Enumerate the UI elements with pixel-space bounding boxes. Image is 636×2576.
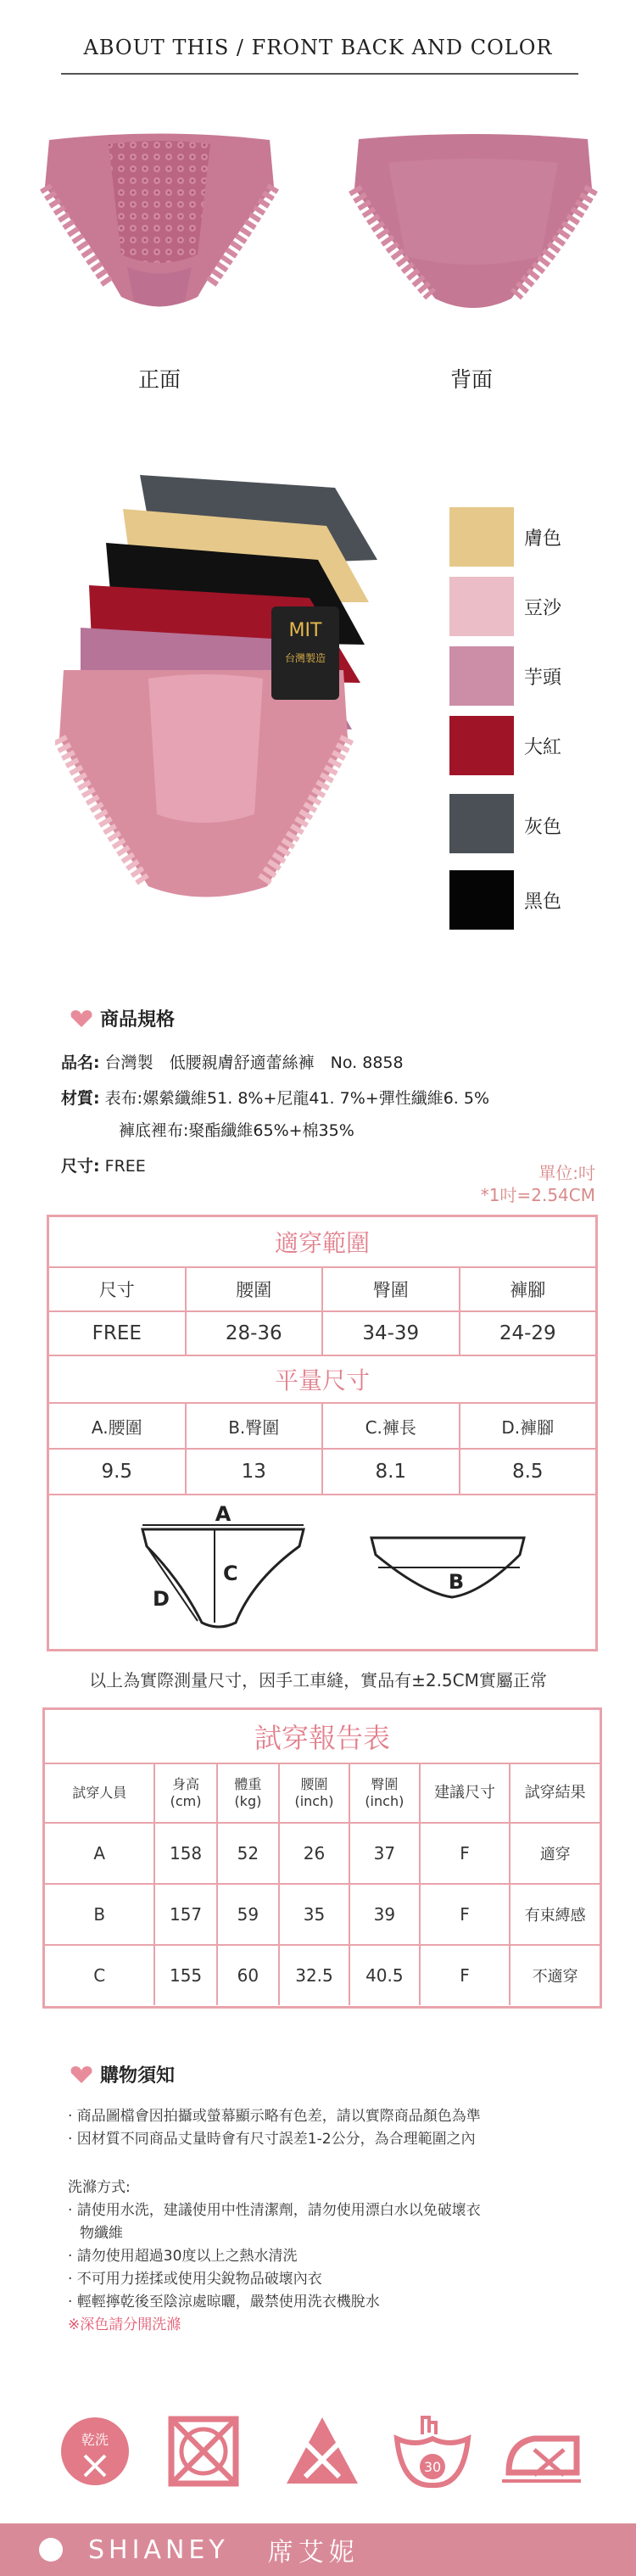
report-row-a <box>45 1822 600 1883</box>
notice-heading <box>70 2061 175 2087</box>
swatch-label-taro: 芋頭 <box>523 668 561 689</box>
spec-size <box>61 1154 146 1176</box>
report-header-waist-text: 腰圍 <box>300 1776 328 1792</box>
flat-header-a: A.腰圍 <box>91 1417 142 1438</box>
svg-text:台灣製造: 台灣製造 <box>284 652 326 664</box>
fit-header-waist: 腰圍 <box>185 1268 322 1310</box>
footer-brand: SHIANEY <box>88 2534 229 2565</box>
swatch-red[interactable] <box>449 716 514 775</box>
report-cell-size: F <box>419 1824 510 1883</box>
svg-text:30: 30 <box>423 2459 442 2475</box>
report-header-weight-text: 體重 <box>234 1776 262 1792</box>
swatch-label-red: 大紅 <box>523 737 561 758</box>
spec-name-key: 品名: <box>61 1053 100 1072</box>
report-header-waist-unit: (inch) <box>294 1793 334 1809</box>
diagram-label-b: B <box>448 1570 465 1594</box>
unit-conversion: *1吋=2.54CM <box>480 1185 595 1205</box>
report-cell-weight: 60 <box>216 1946 278 2005</box>
report-cell-waist: 26 <box>278 1824 349 1883</box>
fit-title: 適穿範圍 <box>274 1229 370 1257</box>
unit-inch: 單位:吋 <box>538 1163 595 1183</box>
wash-line-1: · 請使用水洗，建議使用中性清潔劑，請勿使用漂白水以免破壞衣 <box>68 2202 481 2219</box>
diagram-label-d: D <box>153 1587 170 1611</box>
brand-footer <box>0 2523 636 2576</box>
flat-header-b: B.臀圍 <box>185 1404 322 1448</box>
spec-name-value: 台灣製 低腰親膚舒適蕾絲褲 No. 8858 <box>104 1053 404 1072</box>
front-view-image <box>32 127 287 331</box>
unit-note <box>481 1162 595 1206</box>
specs-heading-text: 商品規格 <box>100 1009 176 1031</box>
report-cell-result: 不適穿 <box>509 1946 600 2005</box>
fit-value-waist: 28-36 <box>185 1312 322 1355</box>
fit-header-leg: 褲腳 <box>459 1268 596 1310</box>
specs-heading <box>70 1005 175 1031</box>
report-cell-hip: 39 <box>349 1885 419 1944</box>
flat-value-row <box>49 1448 595 1494</box>
report-cell-height: 158 <box>153 1824 215 1883</box>
wash-title: 洗滌方式: <box>68 2179 131 2196</box>
diagram-label-c: C <box>223 1562 238 1585</box>
dark-color-note: ※深色請分開洗滌 <box>68 2316 181 2333</box>
flat-title: 平量尺寸 <box>274 1366 370 1394</box>
swatch-gray[interactable] <box>449 794 514 853</box>
flat-header-d: D.褲腳 <box>459 1404 596 1448</box>
mit-badge <box>271 606 339 700</box>
fit-header-size: 尺寸 <box>98 1280 135 1300</box>
report-header-person: 試穿人員 <box>72 1785 127 1801</box>
wash-line-1b: 物纖維 <box>80 2225 123 2242</box>
fit-value-size: FREE <box>92 1322 142 1344</box>
spec-material-value: 表布:嫘縈纖維51. 8%+尼龍41. 7%+彈性纖維6. 5% <box>104 1089 490 1108</box>
report-header-height-unit: (cm) <box>170 1793 202 1809</box>
report-cell-result: 適穿 <box>509 1824 600 1883</box>
report-header-hip-text: 臀圍 <box>371 1776 399 1792</box>
no-dryclean-icon <box>53 2409 137 2494</box>
flat-title-row <box>49 1355 595 1402</box>
title-divider <box>61 73 578 75</box>
no-bleach-icon <box>280 2409 365 2494</box>
swatch-label-gray: 灰色 <box>523 817 561 838</box>
color-stack-image <box>55 458 420 916</box>
spec-material <box>61 1086 489 1109</box>
size-table <box>47 1215 598 1651</box>
report-cell-hip: 37 <box>349 1824 419 1883</box>
hand-wash-30-icon <box>390 2409 475 2494</box>
footer-brand-cn: 席艾妮 <box>267 2538 360 2568</box>
fit-value-hip: 34-39 <box>321 1312 459 1355</box>
back-view-label: 背面 <box>449 367 493 392</box>
notice-line-2: · 因材質不同商品丈量時會有尺寸誤差1-2公分，為合理範圍之內 <box>68 2131 476 2148</box>
report-cell-result: 有束縛感 <box>509 1885 600 1944</box>
report-header-weight <box>216 1764 278 1822</box>
swatch-skin[interactable] <box>449 507 514 567</box>
report-header-hip <box>349 1764 419 1822</box>
report-cell-waist: 32.5 <box>278 1946 349 2005</box>
flat-value-a: 9.5 <box>101 1461 133 1483</box>
report-header-result: 試穿結果 <box>509 1764 600 1822</box>
swatch-black[interactable] <box>449 870 514 930</box>
footer-dot-icon <box>39 2538 63 2562</box>
fit-title-row <box>49 1217 595 1266</box>
report-cell-hip: 40.5 <box>349 1946 419 2005</box>
swatch-label-skin: 膚色 <box>523 528 561 550</box>
report-header-size: 建議尺寸 <box>419 1764 510 1822</box>
report-table <box>42 1707 602 2009</box>
spec-size-value: FREE <box>104 1157 146 1176</box>
flat-header-c: C.褲長 <box>321 1404 459 1448</box>
spec-name <box>61 1050 404 1073</box>
report-header-height-text: 身高 <box>172 1776 200 1792</box>
flat-value-b: 13 <box>185 1450 322 1494</box>
spec-material-2: 褲底裡布:聚酯纖維65%+棉35% <box>119 1121 354 1140</box>
report-cell-weight: 59 <box>216 1885 278 1944</box>
swatch-taro[interactable] <box>449 646 514 706</box>
wash-line-4: · 輕輕擰乾後至陰涼處晾曬，嚴禁使用洗衣機脫水 <box>68 2294 380 2311</box>
spec-material-key: 材質: <box>61 1089 100 1108</box>
flat-value-c: 8.1 <box>321 1450 459 1494</box>
report-cell-height: 157 <box>153 1885 215 1944</box>
report-header-height <box>153 1764 215 1822</box>
report-cell-weight: 52 <box>216 1824 278 1883</box>
report-cell-height: 155 <box>153 1946 215 2005</box>
fit-value-row <box>49 1310 595 1355</box>
wash-line-2: · 請勿使用超過30度以上之熱水清洗 <box>68 2248 298 2265</box>
swatch-label-black: 黑色 <box>523 891 561 913</box>
notice-line-1: · 商品圖檔會因拍攝或螢幕顯示略有色差，請以實際商品顏色為準 <box>68 2108 481 2125</box>
report-row-b <box>45 1883 600 1944</box>
heart-icon <box>70 1009 93 1028</box>
no-iron-icon <box>500 2409 585 2494</box>
wash-line-3: · 不可用力搓揉或使用尖銳物品破壞內衣 <box>68 2271 322 2288</box>
report-title: 試穿報告表 <box>254 1722 390 1754</box>
wash-block <box>68 2176 481 2337</box>
report-header-weight-unit: (kg) <box>234 1793 262 1809</box>
report-header-waist <box>278 1764 349 1822</box>
notice-block <box>68 2105 481 2151</box>
back-view-image <box>346 129 600 332</box>
measure-diagram <box>49 1495 595 1640</box>
svg-text:MIT: MIT <box>288 620 322 641</box>
fit-header-row <box>49 1266 595 1310</box>
report-cell-person: A <box>93 1843 106 1864</box>
no-tumble-dry-icon <box>161 2409 246 2494</box>
flat-header-row <box>49 1402 595 1448</box>
report-title-row <box>45 1710 600 1763</box>
report-cell-size: F <box>419 1885 510 1944</box>
measure-diagram-row <box>49 1494 595 1644</box>
report-cell-waist: 35 <box>278 1885 349 1944</box>
report-cell-person: C <box>93 1965 106 1986</box>
diagram-label-a: A <box>215 1502 232 1526</box>
svg-text:乾洗: 乾洗 <box>81 2432 109 2448</box>
swatch-bean[interactable] <box>449 577 514 636</box>
spec-size-key: 尺寸: <box>61 1157 100 1176</box>
flat-value-d: 8.5 <box>459 1450 596 1494</box>
swatch-label-bean: 豆沙 <box>523 598 561 619</box>
fit-value-leg: 24-29 <box>459 1312 596 1355</box>
notice-heading-text: 購物須知 <box>100 2065 176 2087</box>
report-cell-person: B <box>93 1904 106 1925</box>
report-row-c <box>45 1944 600 2005</box>
heart-icon <box>70 2065 93 2084</box>
report-header-row <box>45 1763 600 1822</box>
report-cell-size: F <box>419 1946 510 2005</box>
report-header-hip-unit: (inch) <box>365 1793 404 1809</box>
front-view-label: 正面 <box>137 367 181 392</box>
page-title: ABOUT THIS / FRONT BACK AND COLOR <box>83 36 553 59</box>
fit-header-hip: 臀圍 <box>321 1268 459 1310</box>
measure-note: 以上為實際測量尺寸，因手工車縫，實品有±2.5CM實屬正常 <box>89 1670 547 1690</box>
